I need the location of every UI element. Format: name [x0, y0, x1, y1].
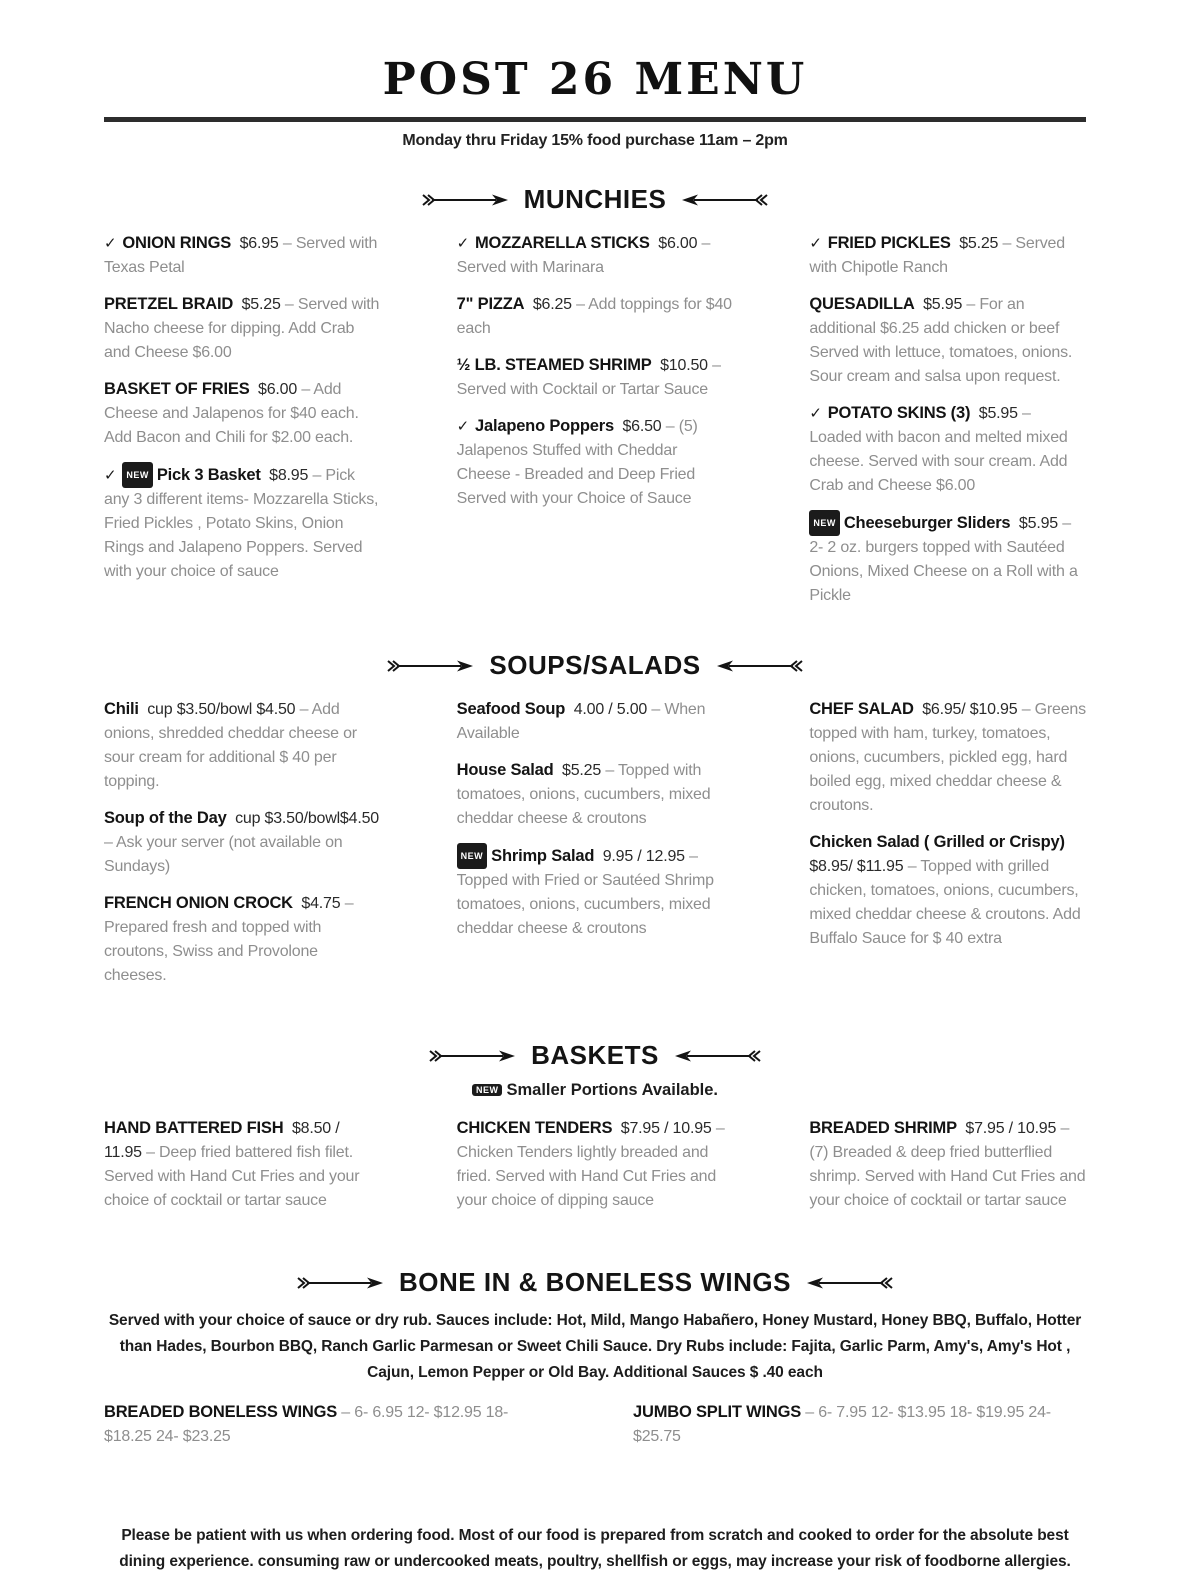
- menu-item: [457, 843, 734, 941]
- item-price: $6.50: [622, 418, 662, 435]
- section-baskets: [104, 1040, 1086, 1225]
- item-price: $5.25: [562, 762, 602, 779]
- item-name: Shrimp Salad: [491, 847, 595, 865]
- item-name: Chicken Salad ( Grilled or Crispy): [809, 833, 1065, 851]
- item-price: $5.95: [978, 405, 1018, 422]
- item-description: – Served with Cocktail or Tartar Sauce: [456, 357, 721, 398]
- menu-item: [104, 377, 381, 450]
- item-description: – When Available: [456, 701, 706, 742]
- menu-item: [457, 231, 734, 280]
- menu-item: [809, 292, 1086, 389]
- item-description: – Pick any 3 different items- Mozzarella Sticks, Fried Pickles , Potato Skins, Onion Rings and Jalapeno Poppers. Served with your choice of sauce: [104, 467, 379, 580]
- menu-item: [809, 231, 1086, 280]
- item-name: JUMBO SPLIT WINGS: [633, 1403, 802, 1421]
- item-description: – (5) Jalapenos Stuffed with Cheddar Cheese - Breaded and Deep Fried Served with your Choice of Sauce: [456, 418, 698, 507]
- menu-item: [104, 891, 381, 988]
- section-soups-salads: [104, 650, 1086, 1000]
- menu-page: [0, 54, 1190, 1575]
- page-title: POST 26 MENU: [382, 54, 808, 105]
- item-price: 9.95 / 12.95: [602, 848, 685, 865]
- menu-column: [457, 697, 734, 1000]
- section-header-wings: [104, 1267, 1086, 1298]
- section-wings: [104, 1267, 1086, 1461]
- item-description: – Served with Marinara: [456, 235, 711, 276]
- item-description: – 6- 7.95 12- $13.95 18- $19.95 24- $25.75: [633, 1404, 1051, 1445]
- wings-sauce-list: Served with your choice of sauce or dry rub. Sauces include: Hot, Mild, Mango Habañero, Honey Mustard, Honey BBQ, Buffalo, Hotter than Hades, Bourbon BBQ, Ranch Garlic Parmesan or Sweet Chili Sauce. Dry Rubs include: Fajita, Garlic Parm, Amy's, Amy's Hot , Cajun, Lemon Pepper or Old Bay. Additional Sauces $ .40 each: [108, 1312, 1082, 1381]
- menu-item: [457, 414, 734, 511]
- item-description: – Topped with tomatoes, onions, cucumbers, mixed cheddar cheese & croutons: [456, 762, 711, 827]
- check-icon: ✓: [104, 235, 121, 252]
- item-name: Seafood Soup: [456, 700, 566, 718]
- menu-column: [104, 697, 381, 1000]
- item-name: BASKET OF FRIES: [104, 380, 250, 398]
- item-description: – Deep fried battered fish filet. Served with Hand Cut Fries and your choice of cocktail or tartar sauce: [104, 1144, 360, 1209]
- item-name: BREADED BONELESS WINGS: [104, 1403, 338, 1421]
- soups-salads-columns: [104, 697, 1086, 1000]
- arrow-right-icon: [675, 1049, 761, 1063]
- item-name: ONION RINGS: [122, 234, 232, 252]
- section-header-munchies: [104, 184, 1086, 215]
- item-price: $7.95 / 10.95: [965, 1120, 1057, 1137]
- title-divider: [104, 117, 1086, 122]
- arrow-left-icon: [429, 1049, 515, 1063]
- item-price: 4.00 / 5.00: [573, 701, 648, 718]
- item-description: – 6- 6.95 12- $12.95 18- $18.25 24- $23.25: [104, 1404, 509, 1445]
- item-name: Jalapeno Poppers: [475, 417, 614, 435]
- item-price: $7.95 / 10.95: [620, 1120, 712, 1137]
- menu-item: [104, 231, 381, 280]
- menu-item: [457, 758, 734, 831]
- section-title: BASKETS: [531, 1040, 659, 1070]
- item-description: – 2- 2 oz. burgers topped with Sautéed Onions, Mixed Cheese on a Roll with a Pickle: [809, 515, 1078, 604]
- item-price: cup $3.50/bowl$4.50: [235, 810, 379, 827]
- new-badge: NEW: [809, 510, 840, 536]
- check-icon: ✓: [809, 405, 826, 422]
- item-name: PRETZEL BRAID: [104, 295, 234, 313]
- item-description: – Topped with Fried or Sautéed Shrimp tomatoes, onions, cucumbers, mixed cheddar cheese & croutons: [456, 848, 714, 937]
- item-description: – Add onions, shredded cheddar cheese or sour cream for additional $ 40 per topping.: [104, 701, 357, 790]
- menu-column: [104, 1116, 381, 1225]
- item-name: FRIED PICKLES: [827, 234, 951, 252]
- menu-column: [809, 231, 1086, 620]
- menu-item: [104, 292, 381, 365]
- item-price: $5.95: [1018, 515, 1058, 532]
- item-name: ½ LB. STEAMED SHRIMP: [456, 356, 652, 374]
- arrow-right-icon: [717, 659, 803, 673]
- item-price: $6.95: [239, 235, 279, 252]
- item-name: FRENCH ONION CROCK: [104, 894, 293, 912]
- arrow-right-icon: [682, 193, 768, 207]
- check-icon: ✓: [104, 467, 121, 484]
- item-name: 7" PIZZA: [456, 295, 525, 313]
- item-description: – Chicken Tenders lightly breaded and fried. Served with Hand Cut Fries and your choice of dipping sauce: [456, 1120, 725, 1209]
- item-price: $6.95/ $10.95: [922, 701, 1018, 718]
- item-price: $8.50 / 11.95: [104, 1120, 340, 1161]
- item-name: Soup of the Day: [104, 809, 227, 827]
- section-title: BONE IN & BONELESS WINGS: [399, 1267, 791, 1297]
- item-price: $8.95/ $11.95: [809, 858, 904, 875]
- item-price: $5.25: [241, 296, 281, 313]
- item-name: BREADED SHRIMP: [809, 1119, 957, 1137]
- menu-column: [457, 1116, 734, 1225]
- item-description: – Prepared fresh and topped with croutons, Swiss and Provolone cheeses.: [104, 895, 354, 984]
- item-price: $5.25: [959, 235, 999, 252]
- menu-item: [457, 353, 734, 402]
- new-badge: NEW: [122, 462, 153, 488]
- item-price: $6.00: [658, 235, 698, 252]
- arrow-left-icon: [297, 1276, 383, 1290]
- new-badge: NEW: [472, 1084, 503, 1096]
- menu-item: [457, 292, 734, 341]
- munchies-columns: [104, 231, 1086, 620]
- section-title: SOUPS/SALADS: [489, 650, 701, 680]
- section-header-baskets: [104, 1040, 1086, 1071]
- footer-disclaimer: Please be patient with us when ordering food. Most of our food is prepared from scratch and cooked to order for the absolute best dining experience. consuming raw or undercooked meats, poultry, shellfish or eggs, may increase your risk of foodborne allergies.: [119, 1527, 1071, 1570]
- item-price: $8.95: [269, 467, 309, 484]
- new-badge: NEW: [457, 843, 488, 869]
- menu-item: [809, 401, 1086, 498]
- item-name: Cheeseburger Sliders: [843, 514, 1011, 532]
- item-description: – Add Cheese and Jalapenos for $40 each. Add Bacon and Chili for $2.00 each.: [104, 381, 359, 446]
- item-description: – (7) Breaded & deep fried butterflied shrimp. Served with Hand Cut Fries and your choice of cocktail or tartar sauce: [809, 1120, 1086, 1209]
- check-icon: ✓: [456, 235, 474, 252]
- menu-item: [104, 697, 381, 794]
- item-price: $6.25: [532, 296, 572, 313]
- menu-item: [457, 697, 734, 746]
- arrow-left-icon: [387, 659, 473, 673]
- menu-column: [809, 1116, 1086, 1225]
- item-description: – Ask your server (not available on Sundays): [104, 834, 343, 875]
- lunch-special-tagline: Monday thru Friday 15% food purchase 11am – 2pm: [402, 132, 788, 149]
- item-name: Pick 3 Basket: [156, 466, 261, 484]
- arrow-left-icon: [422, 193, 508, 207]
- item-description: – Loaded with bacon and melted mixed cheese. Served with sour cream. Add Crab and Cheese $6.00: [809, 405, 1068, 494]
- menu-item: [809, 510, 1086, 608]
- item-name: MOZZARELLA STICKS: [475, 234, 650, 252]
- menu-item: [633, 1400, 1086, 1449]
- item-price: cup $3.50/bowl $4.50: [147, 701, 296, 718]
- menu-column: [104, 1400, 557, 1461]
- menu-item: [104, 1400, 557, 1449]
- section-title: MUNCHIES: [523, 184, 667, 214]
- menu-item: [104, 462, 381, 584]
- menu-column: [633, 1400, 1086, 1461]
- item-name: QUESADILLA: [809, 295, 915, 313]
- check-icon: ✓: [456, 418, 474, 435]
- menu-column: [457, 231, 734, 620]
- item-name: POTATO SKINS (3): [827, 404, 971, 422]
- arrow-right-icon: [807, 1276, 893, 1290]
- menu-item: [809, 830, 1086, 951]
- check-icon: ✓: [809, 235, 826, 252]
- item-price: $10.50: [660, 357, 708, 374]
- item-name: CHEF SALAD: [809, 700, 914, 718]
- section-munchies: [104, 184, 1086, 620]
- menu-item: [809, 697, 1086, 818]
- menu-column: [104, 231, 381, 620]
- menu-column: [809, 697, 1086, 1000]
- item-name: House Salad: [456, 761, 554, 779]
- item-price: $6.00: [258, 381, 298, 398]
- item-name: CHICKEN TENDERS: [456, 1119, 613, 1137]
- baskets-subtitle: [104, 1081, 1086, 1100]
- item-description: – Served with Texas Petal: [104, 235, 378, 276]
- menu-item: [809, 1116, 1086, 1213]
- item-description: – Served with Nacho cheese for dipping. Add Crab and Cheese $6.00: [104, 296, 380, 361]
- item-description: – Greens topped with ham, turkey, tomatoes, onions, cucumbers, pickled egg, hard boiled egg, mixed cheddar cheese & croutons.: [809, 701, 1086, 814]
- item-price: $5.95: [923, 296, 963, 313]
- section-header-soups-salads: [104, 650, 1086, 681]
- item-description: – Topped with grilled chicken, tomatoes, onions, cucumbers, mixed cheddar cheese & croutons. Add Buffalo Sauce for $ 40 extra: [809, 858, 1081, 947]
- menu-item: [457, 1116, 734, 1213]
- menu-item: [104, 1116, 381, 1213]
- menu-item: [104, 806, 381, 879]
- item-description: – For an additional $6.25 add chicken or beef Served with lettuce, tomatoes, onions. Sour cream and salsa upon request.: [809, 296, 1073, 385]
- item-description: – Served with Chipotle Ranch: [809, 235, 1065, 276]
- baskets-subtitle-text: Smaller Portions Available.: [506, 1081, 719, 1099]
- wings-columns: [104, 1400, 1086, 1461]
- item-price: $4.75: [301, 895, 341, 912]
- item-name: HAND BATTERED FISH: [104, 1119, 284, 1137]
- item-name: Chili: [104, 700, 139, 718]
- baskets-columns: [104, 1116, 1086, 1225]
- item-description: – Add toppings for $40 each: [456, 296, 732, 337]
